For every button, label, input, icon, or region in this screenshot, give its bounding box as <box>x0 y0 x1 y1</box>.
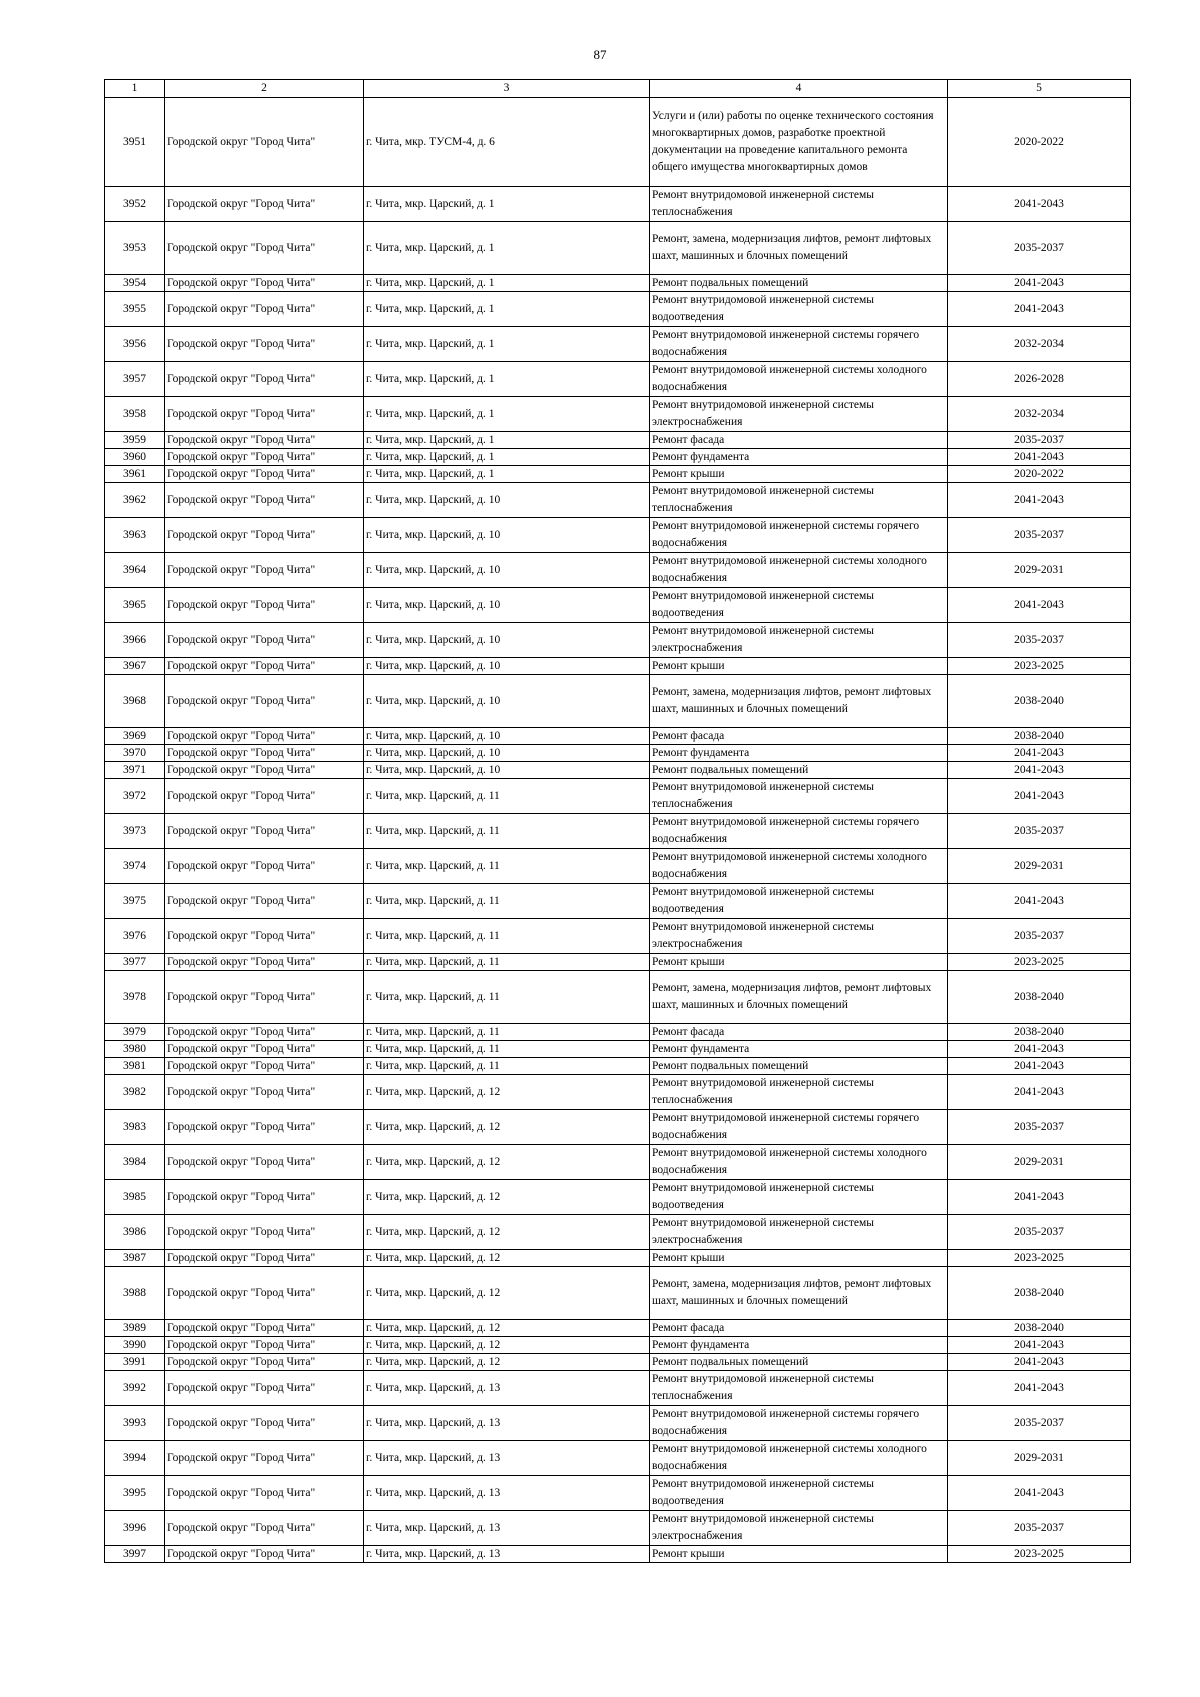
period-cell: 2023-2025 <box>948 658 1131 675</box>
work-type-cell: Ремонт внутридомовой инженерной системы теплоснабжения <box>650 483 948 518</box>
work-type-cell: Ремонт крыши <box>650 1250 948 1267</box>
municipality-cell: Городской округ "Город Чита" <box>165 1371 364 1406</box>
row-number-cell: 3960 <box>105 449 165 466</box>
period-cell: 2038-2040 <box>948 1320 1131 1337</box>
period-cell: 2041-2043 <box>948 1371 1131 1406</box>
work-type-cell: Ремонт фундамента <box>650 1041 948 1058</box>
address-cell: г. Чита, мкр. Царский, д. 11 <box>364 814 650 849</box>
row-number-cell: 3977 <box>105 954 165 971</box>
municipality-cell: Городской округ "Город Чита" <box>165 1511 364 1546</box>
period-cell: 2035-2037 <box>948 1110 1131 1145</box>
row-number-cell: 3969 <box>105 728 165 745</box>
table-row <box>105 1441 1131 1476</box>
table-row <box>105 292 1131 327</box>
table-row <box>105 919 1131 954</box>
row-number-cell: 3994 <box>105 1441 165 1476</box>
column-number: 2 <box>165 80 364 98</box>
period-cell: 2023-2025 <box>948 1250 1131 1267</box>
work-type-cell: Ремонт внутридомовой инженерной системы электроснабжения <box>650 1511 948 1546</box>
column-number: 1 <box>105 80 165 98</box>
period-cell: 2035-2037 <box>948 814 1131 849</box>
row-number-cell: 3991 <box>105 1354 165 1371</box>
work-type-cell: Ремонт внутридомовой инженерной системы теплоснабжения <box>650 1075 948 1110</box>
address-cell: г. Чита, мкр. Царский, д. 11 <box>364 849 650 884</box>
table-row <box>105 1337 1131 1354</box>
address-cell: г. Чита, мкр. Царский, д. 10 <box>364 623 650 658</box>
row-number-cell: 3973 <box>105 814 165 849</box>
table-row <box>105 1058 1131 1075</box>
row-number-cell: 3968 <box>105 675 165 728</box>
period-cell: 2029-2031 <box>948 553 1131 588</box>
table-row <box>105 884 1131 919</box>
address-cell: г. Чита, мкр. Царский, д. 1 <box>364 449 650 466</box>
work-type-cell: Ремонт внутридомовой инженерной системы электроснабжения <box>650 1215 948 1250</box>
period-cell: 2041-2043 <box>948 1041 1131 1058</box>
municipality-cell: Городской округ "Город Чита" <box>165 1476 364 1511</box>
row-number-cell: 3956 <box>105 327 165 362</box>
work-type-cell: Ремонт фасада <box>650 432 948 449</box>
row-number-cell: 3982 <box>105 1075 165 1110</box>
address-cell: г. Чита, мкр. Царский, д. 13 <box>364 1371 650 1406</box>
row-number-cell: 3964 <box>105 553 165 588</box>
work-type-cell: Ремонт подвальных помещений <box>650 275 948 292</box>
work-type-cell: Ремонт подвальных помещений <box>650 1058 948 1075</box>
municipality-cell: Городской округ "Город Чита" <box>165 779 364 814</box>
column-number: 3 <box>364 80 650 98</box>
row-number-cell: 3963 <box>105 518 165 553</box>
row-number-cell: 3980 <box>105 1041 165 1058</box>
row-number-cell: 3990 <box>105 1337 165 1354</box>
table-row <box>105 1145 1131 1180</box>
address-cell: г. Чита, мкр. Царский, д. 10 <box>364 675 650 728</box>
municipality-cell: Городской округ "Город Чита" <box>165 187 364 222</box>
address-cell: г. Чита, мкр. Царский, д. 1 <box>364 466 650 483</box>
period-cell: 2035-2037 <box>948 919 1131 954</box>
period-cell: 2038-2040 <box>948 728 1131 745</box>
work-type-cell: Ремонт фундамента <box>650 1337 948 1354</box>
table-row <box>105 779 1131 814</box>
table-row <box>105 397 1131 432</box>
work-type-cell: Ремонт внутридомовой инженерной системы горячего водоснабжения <box>650 1110 948 1145</box>
work-type-cell: Ремонт внутридомовой инженерной системы холодного водоснабжения <box>650 1145 948 1180</box>
row-number-cell: 3972 <box>105 779 165 814</box>
period-cell: 2041-2043 <box>948 779 1131 814</box>
address-cell: г. Чита, мкр. Царский, д. 1 <box>364 292 650 327</box>
municipality-cell: Городской округ "Город Чита" <box>165 362 364 397</box>
row-number-cell: 3951 <box>105 98 165 187</box>
row-number-cell: 3962 <box>105 483 165 518</box>
row-number-cell: 3986 <box>105 1215 165 1250</box>
address-cell: г. Чита, мкр. Царский, д. 12 <box>364 1075 650 1110</box>
row-number-cell: 3958 <box>105 397 165 432</box>
row-number-cell: 3974 <box>105 849 165 884</box>
address-cell: г. Чита, мкр. Царский, д. 13 <box>364 1546 650 1563</box>
municipality-cell: Городской округ "Город Чита" <box>165 745 364 762</box>
table-row <box>105 275 1131 292</box>
address-cell: г. Чита, мкр. Царский, д. 11 <box>364 779 650 814</box>
work-type-cell: Ремонт фасада <box>650 1024 948 1041</box>
row-number-cell: 3997 <box>105 1546 165 1563</box>
column-number: 4 <box>650 80 948 98</box>
page-number: 87 <box>593 47 607 62</box>
work-type-cell: Ремонт фундамента <box>650 745 948 762</box>
table-row <box>105 222 1131 275</box>
work-type-cell: Ремонт внутридомовой инженерной системы теплоснабжения <box>650 779 948 814</box>
row-number-cell: 3970 <box>105 745 165 762</box>
municipality-cell: Городской округ "Город Чита" <box>165 518 364 553</box>
period-cell: 2023-2025 <box>948 954 1131 971</box>
address-cell: г. Чита, мкр. Царский, д. 11 <box>364 884 650 919</box>
table-row <box>105 518 1131 553</box>
municipality-cell: Городской округ "Город Чита" <box>165 1075 364 1110</box>
municipality-cell: Городской округ "Город Чита" <box>165 675 364 728</box>
municipality-cell: Городской округ "Город Чита" <box>165 1110 364 1145</box>
row-number-cell: 3979 <box>105 1024 165 1041</box>
row-number-cell: 3976 <box>105 919 165 954</box>
municipality-cell: Городской округ "Город Чита" <box>165 466 364 483</box>
work-type-cell: Ремонт внутридомовой инженерной системы холодного водоснабжения <box>650 849 948 884</box>
row-number-cell: 3989 <box>105 1320 165 1337</box>
work-type-cell: Ремонт внутридомовой инженерной системы горячего водоснабжения <box>650 518 948 553</box>
work-type-cell: Ремонт, замена, модернизация лифтов, ремонт лифтовых шахт, машинных и блочных помещений <box>650 222 948 275</box>
address-cell: г. Чита, мкр. Царский, д. 10 <box>364 588 650 623</box>
table-row <box>105 449 1131 466</box>
municipality-cell: Городской округ "Город Чита" <box>165 1145 364 1180</box>
work-type-cell: Ремонт внутридомовой инженерной системы водоотведения <box>650 588 948 623</box>
period-cell: 2041-2043 <box>948 588 1131 623</box>
address-cell: г. Чита, мкр. Царский, д. 12 <box>364 1354 650 1371</box>
address-cell: г. Чита, мкр. Царский, д. 11 <box>364 1041 650 1058</box>
period-cell: 2032-2034 <box>948 327 1131 362</box>
address-cell: г. Чита, мкр. Царский, д. 13 <box>364 1511 650 1546</box>
table-row <box>105 187 1131 222</box>
work-type-cell: Ремонт, замена, модернизация лифтов, ремонт лифтовых шахт, машинных и блочных помещений <box>650 971 948 1024</box>
municipality-cell: Городской округ "Город Чита" <box>165 327 364 362</box>
table-row <box>105 1354 1131 1371</box>
municipality-cell: Городской округ "Город Чита" <box>165 1215 364 1250</box>
work-type-cell: Ремонт внутридомовой инженерной системы теплоснабжения <box>650 187 948 222</box>
municipality-cell: Городской округ "Город Чита" <box>165 814 364 849</box>
table-row <box>105 814 1131 849</box>
row-number-cell: 3983 <box>105 1110 165 1145</box>
address-cell: г. Чита, мкр. Царский, д. 1 <box>364 275 650 292</box>
table-row <box>105 658 1131 675</box>
table-row <box>105 971 1131 1024</box>
period-cell: 2026-2028 <box>948 362 1131 397</box>
municipality-cell: Городской округ "Город Чита" <box>165 275 364 292</box>
municipality-cell: Городской округ "Город Чита" <box>165 1024 364 1041</box>
period-cell: 2041-2043 <box>948 762 1131 779</box>
period-cell: 2032-2034 <box>948 397 1131 432</box>
address-cell: г. Чита, мкр. Царский, д. 1 <box>364 362 650 397</box>
row-number-cell: 3955 <box>105 292 165 327</box>
address-cell: г. Чита, мкр. Царский, д. 1 <box>364 432 650 449</box>
table-row <box>105 432 1131 449</box>
municipality-cell: Городской округ "Город Чита" <box>165 98 364 187</box>
address-cell: г. Чита, мкр. Царский, д. 11 <box>364 1058 650 1075</box>
municipality-cell: Городской округ "Город Чита" <box>165 222 364 275</box>
table-row <box>105 362 1131 397</box>
address-cell: г. Чита, мкр. Царский, д. 1 <box>364 327 650 362</box>
period-cell: 2020-2022 <box>948 466 1131 483</box>
period-cell: 2041-2043 <box>948 275 1131 292</box>
row-number-cell: 3975 <box>105 884 165 919</box>
work-type-cell: Ремонт внутридомовой инженерной системы холодного водоснабжения <box>650 553 948 588</box>
work-type-cell: Ремонт фасада <box>650 728 948 745</box>
row-number-cell: 3952 <box>105 187 165 222</box>
work-type-cell: Ремонт, замена, модернизация лифтов, ремонт лифтовых шахт, машинных и блочных помещений <box>650 675 948 728</box>
row-number-cell: 3978 <box>105 971 165 1024</box>
period-cell: 2041-2043 <box>948 1337 1131 1354</box>
work-type-cell: Ремонт подвальных помещений <box>650 1354 948 1371</box>
column-number-row <box>105 80 1131 98</box>
address-cell: г. Чита, мкр. Царский, д. 10 <box>364 762 650 779</box>
municipality-cell: Городской округ "Город Чита" <box>165 971 364 1024</box>
municipality-cell: Городской округ "Город Чита" <box>165 1354 364 1371</box>
table-row <box>105 623 1131 658</box>
municipality-cell: Городской округ "Город Чита" <box>165 1546 364 1563</box>
table-row <box>105 1320 1131 1337</box>
address-cell: г. Чита, мкр. Царский, д. 1 <box>364 397 650 432</box>
period-cell: 2020-2022 <box>948 98 1131 187</box>
work-type-cell: Ремонт внутридомовой инженерной системы горячего водоснабжения <box>650 814 948 849</box>
table-row <box>105 728 1131 745</box>
work-type-cell: Ремонт фасада <box>650 1320 948 1337</box>
period-cell: 2035-2037 <box>948 1406 1131 1441</box>
period-cell: 2038-2040 <box>948 1024 1131 1041</box>
municipality-cell: Городской округ "Город Чита" <box>165 1441 364 1476</box>
table-row <box>105 1406 1131 1441</box>
municipality-cell: Городской округ "Город Чита" <box>165 1180 364 1215</box>
work-type-cell: Ремонт внутридомовой инженерной системы водоотведения <box>650 292 948 327</box>
period-cell: 2035-2037 <box>948 432 1131 449</box>
row-number-cell: 3981 <box>105 1058 165 1075</box>
row-number-cell: 3985 <box>105 1180 165 1215</box>
table-row <box>105 675 1131 728</box>
row-number-cell: 3966 <box>105 623 165 658</box>
period-cell: 2029-2031 <box>948 849 1131 884</box>
municipality-cell: Городской округ "Город Чита" <box>165 1406 364 1441</box>
row-number-cell: 3953 <box>105 222 165 275</box>
table-row <box>105 553 1131 588</box>
address-cell: г. Чита, мкр. Царский, д. 12 <box>364 1110 650 1145</box>
address-cell: г. Чита, мкр. Царский, д. 10 <box>364 553 650 588</box>
row-number-cell: 3957 <box>105 362 165 397</box>
table-row <box>105 1250 1131 1267</box>
work-type-cell: Ремонт внутридомовой инженерной системы горячего водоснабжения <box>650 1406 948 1441</box>
period-cell: 2035-2037 <box>948 518 1131 553</box>
work-type-cell: Ремонт внутридомовой инженерной системы электроснабжения <box>650 623 948 658</box>
period-cell: 2041-2043 <box>948 292 1131 327</box>
table-row <box>105 1546 1131 1563</box>
period-cell: 2041-2043 <box>948 1180 1131 1215</box>
municipality-cell: Городской округ "Город Чита" <box>165 1337 364 1354</box>
period-cell: 2038-2040 <box>948 1267 1131 1320</box>
table-row <box>105 745 1131 762</box>
row-number-cell: 3993 <box>105 1406 165 1441</box>
period-cell: 2035-2037 <box>948 623 1131 658</box>
table-row <box>105 1215 1131 1250</box>
table-row <box>105 466 1131 483</box>
period-cell: 2035-2037 <box>948 1215 1131 1250</box>
table-row <box>105 327 1131 362</box>
period-cell: 2029-2031 <box>948 1441 1131 1476</box>
work-type-cell: Ремонт внутридомовой инженерной системы электроснабжения <box>650 397 948 432</box>
table-row <box>105 1075 1131 1110</box>
table-body <box>105 98 1131 1563</box>
table-row <box>105 849 1131 884</box>
work-type-cell: Ремонт крыши <box>650 658 948 675</box>
address-cell: г. Чита, мкр. Царский, д. 13 <box>364 1441 650 1476</box>
table-row <box>105 1476 1131 1511</box>
row-number-cell: 3959 <box>105 432 165 449</box>
period-cell: 2029-2031 <box>948 1145 1131 1180</box>
table-row <box>105 1180 1131 1215</box>
municipality-cell: Городской округ "Город Чита" <box>165 397 364 432</box>
municipality-cell: Городской округ "Город Чита" <box>165 762 364 779</box>
work-type-cell: Ремонт крыши <box>650 466 948 483</box>
municipality-cell: Городской округ "Город Чита" <box>165 432 364 449</box>
row-number-cell: 3965 <box>105 588 165 623</box>
address-cell: г. Чита, мкр. Царский, д. 11 <box>364 919 650 954</box>
address-cell: г. Чита, мкр. Царский, д. 10 <box>364 658 650 675</box>
address-cell: г. Чита, мкр. Царский, д. 12 <box>364 1215 650 1250</box>
municipality-cell: Городской округ "Город Чита" <box>165 954 364 971</box>
period-cell: 2023-2025 <box>948 1546 1131 1563</box>
address-cell: г. Чита, мкр. Царский, д. 10 <box>364 518 650 553</box>
work-type-cell: Услуги и (или) работы по оценке технического состояния многоквартирных домов, разработке проектной документации на проведение капитального ремонта общего имущества многоквартирных домов <box>650 98 948 187</box>
address-cell: г. Чита, мкр. Царский, д. 11 <box>364 1024 650 1041</box>
municipality-cell: Городской округ "Город Чита" <box>165 588 364 623</box>
row-number-cell: 3961 <box>105 466 165 483</box>
table-row <box>105 98 1131 187</box>
period-cell: 2035-2037 <box>948 1511 1131 1546</box>
row-number-cell: 3988 <box>105 1267 165 1320</box>
address-cell: г. Чита, мкр. Царский, д. 11 <box>364 971 650 1024</box>
address-cell: г. Чита, мкр. Царский, д. 12 <box>364 1337 650 1354</box>
address-cell: г. Чита, мкр. Царский, д. 12 <box>364 1250 650 1267</box>
period-cell: 2035-2037 <box>948 222 1131 275</box>
work-type-cell: Ремонт внутридомовой инженерной системы водоотведения <box>650 1180 948 1215</box>
period-cell: 2041-2043 <box>948 1058 1131 1075</box>
municipality-cell: Городской округ "Город Чита" <box>165 1320 364 1337</box>
municipality-cell: Городской округ "Город Чита" <box>165 1041 364 1058</box>
table-row <box>105 1110 1131 1145</box>
address-cell: г. Чита, мкр. Царский, д. 10 <box>364 728 650 745</box>
municipality-cell: Городской округ "Город Чита" <box>165 1250 364 1267</box>
address-cell: г. Чита, мкр. Царский, д. 10 <box>364 483 650 518</box>
municipality-cell: Городской округ "Город Чита" <box>165 728 364 745</box>
period-cell: 2041-2043 <box>948 449 1131 466</box>
table-row <box>105 1511 1131 1546</box>
work-type-cell: Ремонт внутридомовой инженерной системы водоотведения <box>650 1476 948 1511</box>
row-number-cell: 3967 <box>105 658 165 675</box>
work-type-cell: Ремонт внутридомовой инженерной системы водоотведения <box>650 884 948 919</box>
table-row <box>105 483 1131 518</box>
row-number-cell: 3987 <box>105 1250 165 1267</box>
address-cell: г. Чита, мкр. Царский, д. 11 <box>364 954 650 971</box>
table-row <box>105 1024 1131 1041</box>
municipality-cell: Городской округ "Город Чита" <box>165 919 364 954</box>
municipality-cell: Городской округ "Город Чита" <box>165 623 364 658</box>
municipality-cell: Городской округ "Город Чита" <box>165 292 364 327</box>
column-number: 5 <box>948 80 1131 98</box>
work-type-cell: Ремонт фундамента <box>650 449 948 466</box>
address-cell: г. Чита, мкр. Царский, д. 13 <box>364 1476 650 1511</box>
address-cell: г. Чита, мкр. Царский, д. 12 <box>364 1267 650 1320</box>
table-row <box>105 762 1131 779</box>
table-row <box>105 588 1131 623</box>
repair-schedule-table <box>104 79 1131 1563</box>
table-row <box>105 1267 1131 1320</box>
address-cell: г. Чита, мкр. Царский, д. 13 <box>364 1406 650 1441</box>
period-cell: 2041-2043 <box>948 884 1131 919</box>
work-type-cell: Ремонт внутридомовой инженерной системы электроснабжения <box>650 919 948 954</box>
period-cell: 2038-2040 <box>948 971 1131 1024</box>
municipality-cell: Городской округ "Город Чита" <box>165 1058 364 1075</box>
address-cell: г. Чита, мкр. Царский, д. 12 <box>364 1180 650 1215</box>
period-cell: 2038-2040 <box>948 675 1131 728</box>
work-type-cell: Ремонт внутридомовой инженерной системы горячего водоснабжения <box>650 327 948 362</box>
row-number-cell: 3971 <box>105 762 165 779</box>
table-row <box>105 954 1131 971</box>
row-number-cell: 3995 <box>105 1476 165 1511</box>
municipality-cell: Городской округ "Город Чита" <box>165 483 364 518</box>
period-cell: 2041-2043 <box>948 187 1131 222</box>
work-type-cell: Ремонт внутридомовой инженерной системы холодного водоснабжения <box>650 362 948 397</box>
row-number-cell: 3992 <box>105 1371 165 1406</box>
work-type-cell: Ремонт крыши <box>650 1546 948 1563</box>
address-cell: г. Чита, мкр. Царский, д. 1 <box>364 187 650 222</box>
row-number-cell: 3984 <box>105 1145 165 1180</box>
municipality-cell: Городской округ "Город Чита" <box>165 884 364 919</box>
work-type-cell: Ремонт внутридомовой инженерной системы теплоснабжения <box>650 1371 948 1406</box>
municipality-cell: Городской округ "Город Чита" <box>165 658 364 675</box>
work-type-cell: Ремонт внутридомовой инженерной системы холодного водоснабжения <box>650 1441 948 1476</box>
address-cell: г. Чита, мкр. ТУСМ-4, д. 6 <box>364 98 650 187</box>
municipality-cell: Городской округ "Город Чита" <box>165 1267 364 1320</box>
municipality-cell: Городской округ "Город Чита" <box>165 449 364 466</box>
table-row <box>105 1371 1131 1406</box>
period-cell: 2041-2043 <box>948 483 1131 518</box>
period-cell: 2041-2043 <box>948 1075 1131 1110</box>
address-cell: г. Чита, мкр. Царский, д. 1 <box>364 222 650 275</box>
address-cell: г. Чита, мкр. Царский, д. 12 <box>364 1145 650 1180</box>
table-row <box>105 1041 1131 1058</box>
work-type-cell: Ремонт, замена, модернизация лифтов, ремонт лифтовых шахт, машинных и блочных помещений <box>650 1267 948 1320</box>
address-cell: г. Чита, мкр. Царский, д. 10 <box>364 745 650 762</box>
work-type-cell: Ремонт крыши <box>650 954 948 971</box>
address-cell: г. Чита, мкр. Царский, д. 12 <box>364 1320 650 1337</box>
municipality-cell: Городской округ "Город Чита" <box>165 849 364 884</box>
municipality-cell: Городской округ "Город Чита" <box>165 553 364 588</box>
row-number-cell: 3954 <box>105 275 165 292</box>
work-type-cell: Ремонт подвальных помещений <box>650 762 948 779</box>
period-cell: 2041-2043 <box>948 745 1131 762</box>
period-cell: 2041-2043 <box>948 1476 1131 1511</box>
row-number-cell: 3996 <box>105 1511 165 1546</box>
period-cell: 2041-2043 <box>948 1354 1131 1371</box>
